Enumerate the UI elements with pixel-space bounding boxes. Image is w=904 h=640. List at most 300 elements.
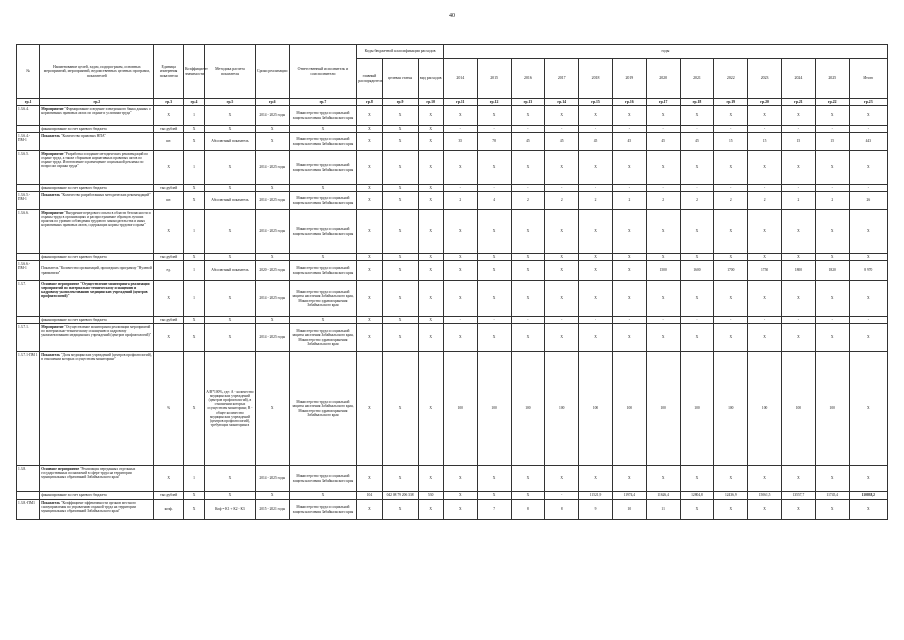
row-year-value: 11: [646, 500, 680, 520]
row-terms: 2014 - 2025 годы: [255, 106, 289, 126]
row-year-value: X: [782, 324, 816, 352]
row-year-value: 100: [511, 352, 545, 466]
table-row: [17, 185, 888, 192]
column-number: гр.19: [714, 99, 748, 106]
column-number: гр.14: [545, 99, 579, 106]
row-year-value: -: [680, 126, 714, 133]
table-row: [17, 466, 888, 492]
row-year-value: 45: [646, 133, 680, 151]
header-year: 2025: [815, 59, 849, 99]
row-year-value: -: [714, 185, 748, 192]
row-grbs: X: [357, 151, 382, 185]
row-executor: Министерство труда и социальной защиты населения Забайкальского края, Министерство здравоохранения Забайкальского края: [289, 324, 357, 352]
row-year-value: X: [680, 210, 714, 254]
row-name: [40, 185, 154, 192]
row-method: X: [205, 185, 256, 192]
row-year-value: -: [815, 317, 849, 324]
row-year-value: X: [443, 261, 477, 281]
row-year-value: X: [815, 281, 849, 317]
row-year-value: 9: [579, 500, 613, 520]
row-coef: X: [183, 317, 204, 324]
row-total: X: [849, 151, 887, 185]
row-year-value: 8: [545, 500, 579, 520]
row-total: X: [849, 106, 887, 126]
row-executor: X: [289, 492, 357, 500]
row-year-value: -: [748, 185, 782, 192]
row-total: X: [849, 352, 887, 466]
row-method: Абсолютный показатель: [205, 192, 256, 210]
row-year-value: X: [443, 151, 477, 185]
row-method: А/В*100%, где: А - количество медицинских учреждений (центров профпатологий), в отношении которых осуществлен мониторинг, В - общее количество медицинских учреждений (центров профпатологий), требующих мониторинга: [205, 352, 256, 466]
header-year: 2020: [646, 59, 680, 99]
row-year-value: 15: [714, 133, 748, 151]
column-number: гр.9: [382, 99, 418, 106]
row-name-text: финансирование за счет краевого бюджета: [41, 317, 107, 322]
row-year-value: X: [612, 324, 646, 352]
row-method: X: [205, 317, 256, 324]
row-year-value: 100: [443, 352, 477, 466]
row-year-value: -: [646, 317, 680, 324]
row-id: 1.3.6.6.-ПМ-1: [17, 261, 40, 281]
row-executor: Министерство труда и социальной защиты населения Забайкальского края: [289, 106, 357, 126]
row-year-value: X: [748, 151, 782, 185]
row-total: 26: [849, 192, 887, 210]
row-method: X: [205, 324, 256, 352]
row-id: [17, 126, 40, 133]
row-terms: X: [255, 492, 289, 500]
row-name-text: "Количество разработанных методических рекомендаций": [60, 192, 151, 197]
row-year-value: X: [680, 151, 714, 185]
row-year-value: X: [815, 466, 849, 492]
row-year-value: -: [646, 185, 680, 192]
row-section: X: [382, 500, 418, 520]
row-year-value: X: [579, 151, 613, 185]
row-unit: %: [154, 352, 184, 466]
row-name-prefix: Показатель: [41, 500, 61, 505]
row-id: 1.3.7.: [17, 281, 40, 317]
row-executor: X: [289, 254, 357, 261]
row-terms: X: [255, 185, 289, 192]
row-name-prefix: Показатель: [41, 133, 61, 138]
header-unit: Единица измерения показателя: [154, 45, 184, 99]
row-grbs: X: [357, 210, 382, 254]
row-total: X: [849, 500, 887, 520]
column-number: гр.1: [17, 99, 40, 106]
row-year-value: X: [714, 106, 748, 126]
row-year-value: X: [612, 261, 646, 281]
row-year-value: -: [579, 185, 613, 192]
column-number: гр.7: [289, 99, 357, 106]
row-coef: X: [183, 185, 204, 192]
row-name-prefix: Мероприятие: [41, 151, 64, 156]
row-grbs: X: [357, 254, 382, 261]
row-year-value: X: [579, 261, 613, 281]
row-executor: X: [289, 126, 357, 133]
row-name-text: "Осуществление мониторинга реализации мероприятий по материально-техническому оснащению и кадровому укомплектованию медицинских учреждений (центров профпатологий)": [41, 281, 150, 298]
row-terms: 2020 - 2025 годы: [255, 261, 289, 281]
row-grbs: X: [357, 185, 382, 192]
row-section: X: [382, 324, 418, 352]
row-year-value: X: [443, 500, 477, 520]
row-terms: 2015 - 2021 годы: [255, 500, 289, 520]
row-year-value: -: [680, 317, 714, 324]
row-name: [40, 106, 154, 126]
row-coef: X: [183, 500, 204, 520]
row-type: X: [418, 126, 443, 133]
row-name: [40, 151, 154, 185]
row-year-value: 1500: [646, 261, 680, 281]
row-year-value: -: [545, 317, 579, 324]
row-year-value: X: [579, 254, 613, 261]
row-year-value: X: [714, 254, 748, 261]
row-year-value: 100: [680, 352, 714, 466]
row-coef: X: [183, 324, 204, 352]
column-number: гр.6: [255, 99, 289, 106]
row-year-value: 1750: [748, 261, 782, 281]
row-year-value: X: [477, 151, 511, 185]
row-year-value: 100: [748, 352, 782, 466]
table-row: [17, 254, 888, 261]
row-year-value: X: [782, 254, 816, 261]
row-name-text: финансирование за счет краевого бюджета: [41, 493, 107, 498]
table-row: [17, 126, 888, 133]
row-year-value: -: [714, 317, 748, 324]
row-total: X: [849, 324, 887, 352]
row-year-value: 45: [612, 133, 646, 151]
row-year-value: 11626,4: [646, 492, 680, 500]
column-number: гр.20: [748, 99, 782, 106]
row-year-value: X: [714, 210, 748, 254]
row-year-value: -: [477, 126, 511, 133]
row-name-text: "Количество правовых НПА": [60, 133, 107, 138]
header-year: 2018: [579, 59, 613, 99]
row-name: [40, 126, 154, 133]
row-year-value: X: [612, 106, 646, 126]
column-number: гр.18: [680, 99, 714, 106]
row-section: X: [382, 106, 418, 126]
row-year-value: 2: [815, 192, 849, 210]
row-year-value: X: [511, 466, 545, 492]
row-year-value: X: [545, 106, 579, 126]
row-id: 1.3.6.5.: [17, 151, 40, 185]
row-name-text: Показатель "Количество организаций, прошедших программу "Нулевой травматизм": [41, 266, 152, 275]
row-name-text: "Осуществление мониторинга реализации мероприятий по материально-техническому оснащению и кадровому укомплектованию медицинских учреждений (центров профпатологий)": [41, 324, 152, 337]
column-number: гр.2: [40, 99, 154, 106]
row-year-value: X: [579, 466, 613, 492]
row-type: X: [418, 466, 443, 492]
row-coef: 1: [183, 281, 204, 317]
row-terms: X: [255, 317, 289, 324]
row-year-value: X: [748, 254, 782, 261]
row-year-value: X: [511, 492, 545, 500]
row-year-value: 78: [477, 133, 511, 151]
row-year-value: 45: [680, 133, 714, 151]
table-row: [17, 492, 888, 500]
row-id: 1.3.6.4.-ПМ-1: [17, 133, 40, 151]
row-type: X: [418, 185, 443, 192]
row-type: X: [418, 210, 443, 254]
column-number: гр.10: [418, 99, 443, 106]
row-year-value: 4: [477, 192, 511, 210]
row-type: 530: [418, 492, 443, 500]
row-grbs: X: [357, 466, 382, 492]
row-method: X: [205, 281, 256, 317]
row-year-value: 12804,8: [680, 492, 714, 500]
row-year-value: -: [511, 317, 545, 324]
row-year-value: 2: [646, 192, 680, 210]
row-unit: шт.: [154, 192, 184, 210]
row-year-value: -: [579, 317, 613, 324]
row-total: -: [849, 185, 887, 192]
row-unit: коэф.: [154, 500, 184, 520]
row-year-value: 1700: [714, 261, 748, 281]
header-grbs: главный распорядитель: [357, 59, 382, 99]
row-id: [17, 185, 40, 192]
row-year-value: 100: [646, 352, 680, 466]
row-grbs: X: [357, 126, 382, 133]
table-row: [17, 500, 888, 520]
column-number: гр.12: [477, 99, 511, 106]
row-section: X: [382, 133, 418, 151]
row-name-text: "Разработка и издание методических рекомендаций по охране труда, а также сборников нормативных правовых актов по охране труда. Изготовление и размещение социальной рекламы по вопросам охраны труда": [41, 151, 149, 168]
table-row: [17, 281, 888, 317]
row-year-value: X: [511, 254, 545, 261]
row-year-value: X: [579, 281, 613, 317]
row-year-value: X: [545, 466, 579, 492]
header-year: 2024: [782, 59, 816, 99]
row-section: X: [382, 466, 418, 492]
row-id: 1.3.7.1-ПМ 1: [17, 352, 40, 466]
column-number: гр.17: [646, 99, 680, 106]
row-name: [40, 210, 154, 254]
row-year-value: -: [443, 185, 477, 192]
row-year-value: 15: [782, 133, 816, 151]
column-number: гр.23: [849, 99, 887, 106]
row-section: X: [382, 261, 418, 281]
row-year-value: 11974,4: [612, 492, 646, 500]
row-coef: 1: [183, 210, 204, 254]
row-year-value: X: [680, 106, 714, 126]
column-number: гр.16: [612, 99, 646, 106]
table-row: [17, 261, 888, 281]
row-year-value: -: [477, 185, 511, 192]
row-name-prefix: Мероприятие: [41, 210, 64, 215]
row-year-value: X: [477, 281, 511, 317]
header-year: 2017: [545, 59, 579, 99]
row-executor: Министерство труда и социальной защиты населения Забайкальского края: [289, 261, 357, 281]
row-year-value: X: [815, 500, 849, 520]
row-type: X: [418, 352, 443, 466]
row-year-value: X: [815, 324, 849, 352]
header-coef: Коэффициент значимости: [183, 45, 204, 99]
row-year-value: X: [646, 281, 680, 317]
row-method: X: [205, 492, 256, 500]
row-grbs: X: [357, 500, 382, 520]
row-type: X: [418, 324, 443, 352]
row-year-value: -: [815, 126, 849, 133]
row-unit: X: [154, 466, 184, 492]
row-year-value: 15: [815, 133, 849, 151]
row-year-value: X: [680, 281, 714, 317]
row-executor: Министерство труда и социальной защиты населения Забайкальского края: [289, 192, 357, 210]
row-grbs: X: [357, 352, 382, 466]
row-terms: X: [255, 254, 289, 261]
row-year-value: -: [443, 126, 477, 133]
row-year-value: 45: [545, 133, 579, 151]
table-row: [17, 192, 888, 210]
row-year-value: X: [443, 210, 477, 254]
row-name: [40, 492, 154, 500]
row-year-value: X: [680, 254, 714, 261]
header-year: 2021: [680, 59, 714, 99]
row-year-value: 2: [443, 192, 477, 210]
row-total: X: [849, 281, 887, 317]
row-year-value: X: [815, 106, 849, 126]
row-year-value: X: [545, 281, 579, 317]
row-year-value: X: [646, 106, 680, 126]
header-year: 2016: [511, 59, 545, 99]
row-total: -: [849, 126, 887, 133]
row-year-value: -: [714, 126, 748, 133]
row-executor: Министерство труда и социальной защиты населения Забайкальского края, Министерство здравоохранения Забайкальского края: [289, 352, 357, 466]
row-year-value: 100: [579, 352, 613, 466]
row-name: [40, 466, 154, 492]
row-section: X: [382, 185, 418, 192]
header-total: Итого: [849, 59, 887, 99]
row-section: X: [382, 352, 418, 466]
row-type: X: [418, 106, 443, 126]
table-row: [17, 317, 888, 324]
header-years: годы: [443, 45, 887, 59]
row-year-value: -: [545, 492, 579, 500]
row-year-value: X: [545, 151, 579, 185]
row-year-value: X: [714, 151, 748, 185]
row-year-value: X: [443, 466, 477, 492]
row-name-prefix: Показатель: [41, 352, 61, 357]
row-terms: X: [255, 352, 289, 466]
row-year-value: -: [782, 126, 816, 133]
row-year-value: 2: [579, 192, 613, 210]
row-year-value: 2: [680, 192, 714, 210]
column-number: гр.3: [154, 99, 184, 106]
header-year: 2019: [612, 59, 646, 99]
row-total: 443: [849, 133, 887, 151]
row-year-value: -: [612, 185, 646, 192]
row-year-value: X: [680, 466, 714, 492]
program-table: [16, 44, 888, 520]
row-unit: ед.: [154, 261, 184, 281]
row-method: X: [205, 466, 256, 492]
row-year-value: 2: [612, 192, 646, 210]
row-method: X: [205, 151, 256, 185]
header-year: 2022: [714, 59, 748, 99]
row-year-value: X: [511, 261, 545, 281]
row-method: X: [205, 106, 256, 126]
row-year-value: 100: [782, 352, 816, 466]
row-total: 110038,2: [849, 492, 887, 500]
row-name-prefix: Показатель: [41, 192, 61, 197]
row-method: X: [205, 254, 256, 261]
row-name: [40, 352, 154, 466]
table-body: [17, 106, 888, 520]
row-year-value: X: [477, 492, 511, 500]
row-year-value: 12436,9: [714, 492, 748, 500]
row-type: X: [418, 261, 443, 281]
row-type: X: [418, 500, 443, 520]
column-number: гр.8: [357, 99, 382, 106]
row-terms: X: [255, 126, 289, 133]
header-name: Наименование целей, задач, подпрограмм, основных мероприятий, мероприятий, ведомственных целевых программ, показателей: [40, 45, 154, 99]
row-year-value: X: [748, 500, 782, 520]
row-year-value: X: [443, 254, 477, 261]
row-grbs: 104: [357, 492, 382, 500]
row-id: 1.3.6.4.: [17, 106, 40, 126]
row-executor: Министерство труда и социальной защиты населения Забайкальского края: [289, 151, 357, 185]
row-year-value: X: [477, 466, 511, 492]
row-year-value: X: [646, 151, 680, 185]
row-year-value: X: [714, 281, 748, 317]
row-executor: Министерство труда и социальной защиты населения Забайкальского края: [289, 133, 357, 151]
row-year-value: X: [714, 324, 748, 352]
row-total: -: [849, 317, 887, 324]
header-method: Методика расчета показателя: [205, 45, 256, 99]
header-exec: Ответственный исполнитель и соисполнители: [289, 45, 357, 99]
row-year-value: 2: [545, 192, 579, 210]
header-type: вид расходов: [418, 59, 443, 99]
row-year-value: -: [443, 317, 477, 324]
row-year-value: 45: [579, 133, 613, 151]
row-year-value: -: [477, 317, 511, 324]
row-unit: тыс.рублей: [154, 317, 184, 324]
row-year-value: 100: [612, 352, 646, 466]
column-number: гр.13: [511, 99, 545, 106]
row-section: X: [382, 210, 418, 254]
row-type: X: [418, 254, 443, 261]
row-executor: X: [289, 317, 357, 324]
row-id: [17, 254, 40, 261]
row-year-value: X: [782, 151, 816, 185]
row-name-text: финансирование за счет краевого бюджета: [41, 126, 107, 131]
row-year-value: 2: [782, 192, 816, 210]
row-year-value: X: [815, 254, 849, 261]
row-year-value: X: [579, 324, 613, 352]
row-section: X: [382, 281, 418, 317]
row-year-value: X: [782, 281, 816, 317]
row-year-value: X: [511, 106, 545, 126]
column-number: гр.22: [815, 99, 849, 106]
row-terms: 2014 - 2025 годы: [255, 151, 289, 185]
row-coef: X: [183, 192, 204, 210]
row-name-prefix: Мероприятие: [41, 324, 64, 329]
row-year-value: X: [443, 106, 477, 126]
header-year: 2015: [477, 59, 511, 99]
row-year-value: -: [545, 126, 579, 133]
row-year-value: -: [815, 185, 849, 192]
row-year-value: -: [748, 317, 782, 324]
row-coef: 1: [183, 151, 204, 185]
row-unit: X: [154, 210, 184, 254]
row-year-value: X: [612, 466, 646, 492]
row-id: [17, 317, 40, 324]
row-type: X: [418, 133, 443, 151]
row-name: [40, 317, 154, 324]
row-year-value: 2: [714, 192, 748, 210]
row-method: Коф = К1 + К2 - К3: [205, 500, 256, 520]
header-year: 2014: [443, 59, 477, 99]
row-year-value: X: [477, 254, 511, 261]
row-section: X: [382, 126, 418, 133]
row-year-value: -: [748, 126, 782, 133]
